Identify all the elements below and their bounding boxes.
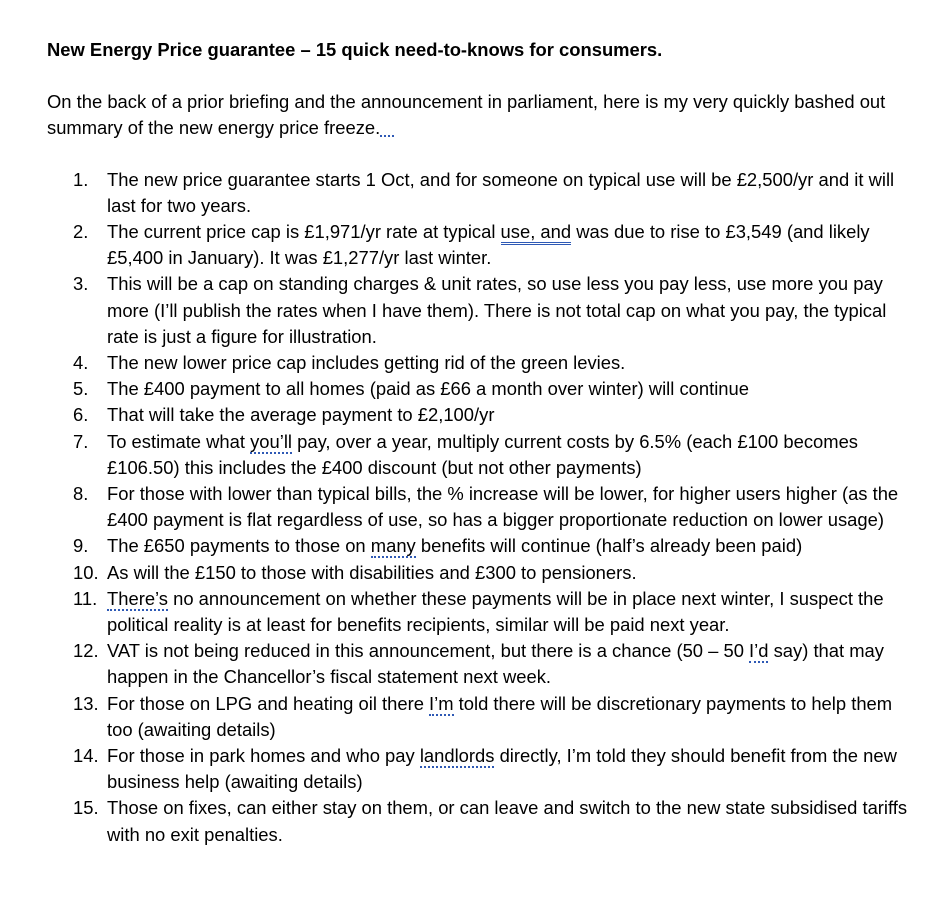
list-item-number: 6.: [73, 404, 89, 426]
grammar-flagged-word[interactable]: There’s: [107, 587, 168, 609]
list-item: [47, 560, 922, 586]
grammar-flagged-word[interactable]: I’m: [429, 692, 454, 714]
list-item-text: benefits will continue (half’s already been paid): [415, 535, 803, 557]
list-item-number: 12.: [73, 640, 99, 662]
list-item-number: 1.: [73, 168, 89, 190]
list-item-text: For those on LPG and heating oil there: [107, 692, 430, 714]
list-item-number: 2.: [73, 221, 89, 243]
list-item-text: For those in park homes and who pay: [107, 745, 420, 767]
list-item-text: To estimate what: [107, 430, 251, 452]
list-item-text: directly, I’m told they should benefit from the new business help (awaiting details): [107, 745, 897, 793]
list-item: [47, 743, 922, 795]
list-item-text: pay, over a year, multiply current costs by 6.5% (each £100 becomes £106.50) this includes the £400 discount (but not other payments): [107, 430, 858, 478]
list-item: [47, 691, 922, 743]
intro-paragraph: [47, 89, 922, 141]
list-item: [47, 795, 922, 847]
list-item-number: 11.: [73, 587, 98, 609]
list-item-number: 10.: [73, 561, 99, 583]
list-item-text: The £400 payment to all homes (paid as £66 a month over winter) will continue: [107, 378, 749, 400]
grammar-flagged-word[interactable]: you’ll: [250, 430, 293, 452]
document-body: [47, 37, 922, 848]
list-item: [47, 402, 922, 428]
grammar-flagged-word[interactable]: I’d: [749, 640, 769, 662]
list-item-number: 5.: [73, 378, 89, 400]
document-title: New Energy Price guarantee – 15 quick need-to-knows for consumers.: [47, 39, 663, 60]
list-item: [47, 219, 922, 271]
list-item: [47, 167, 922, 219]
list-item: [47, 350, 922, 376]
list-item-text: was due to rise to £3,549 (and likely £5,400 in January). It was £1,277/yr last winter.: [107, 221, 870, 269]
list-item-text: The current price cap is £1,971/yr rate at typical: [107, 221, 501, 243]
list-item: [47, 586, 922, 638]
list-item-number: 15.: [73, 797, 99, 819]
list-item-number: 13.: [73, 692, 99, 714]
list-item-text: That will take the average payment to £2,100/yr: [107, 404, 495, 426]
grammar-flagged-word[interactable]: landlords: [419, 745, 495, 767]
list-item-number: 4.: [73, 352, 89, 374]
list-item: [47, 481, 922, 533]
list-item-number: 7.: [73, 430, 89, 452]
grammar-mark[interactable]: [380, 115, 394, 137]
grammar-flagged-phrase[interactable]: use, and: [501, 221, 572, 245]
grammar-flagged-word[interactable]: many: [370, 535, 416, 557]
need-to-know-list: [47, 167, 922, 848]
list-item: [47, 533, 922, 559]
list-item-text: For those with lower than typical bills, the % increase will be lower, for higher users higher (as the £400 payment is flat regardless of use, so has a bigger proportionate reduction on lower usage): [107, 483, 899, 531]
list-item-number: 8.: [73, 483, 89, 505]
list-item-text: say) that may happen in the Chancellor’s fiscal statement next week.: [107, 640, 884, 688]
list-item-text: As will the £150 to those with disabilities and £300 to pensioners.: [107, 561, 637, 583]
list-item-number: 3.: [73, 273, 89, 295]
list-item-text: The £650 payments to those on: [107, 535, 371, 557]
list-item-text: no announcement on whether these payments will be in place next winter, I suspect the political reality is at least for benefits recipients, similar will be paid next year.: [107, 587, 884, 636]
list-item-text: VAT is not being reduced in this announcement, but there is a chance (50 – 50: [107, 640, 750, 662]
list-item-text: The new price guarantee starts 1 Oct, and for someone on typical use will be £2,500/yr and it will last for two years.: [107, 168, 895, 216]
list-item: [47, 376, 922, 402]
list-item-number: 14.: [73, 745, 99, 767]
list-item: [47, 271, 922, 350]
list-item-text: The new lower price cap includes getting rid of the green levies.: [107, 352, 626, 374]
list-item: [47, 429, 922, 481]
list-item-text: Those on fixes, can either stay on them, or can leave and switch to the new state subsidised tariffs with no exit penalties.: [107, 797, 908, 845]
list-item: [47, 638, 922, 690]
list-item-number: 9.: [73, 535, 89, 557]
list-item-text: told there will be discretionary payments to help them too (awaiting details): [107, 692, 893, 740]
intro-text: On the back of a prior briefing and the announcement in parliament, here is my very quickly bashed out summary of the new energy price freeze.: [47, 91, 886, 139]
list-item-text: This will be a cap on standing charges & unit rates, so use less you pay less, use more you pay more (I’ll publish the rates when I have them). There is not total cap on what you pay, the typical rate is just a figure for illustration.: [107, 273, 887, 347]
